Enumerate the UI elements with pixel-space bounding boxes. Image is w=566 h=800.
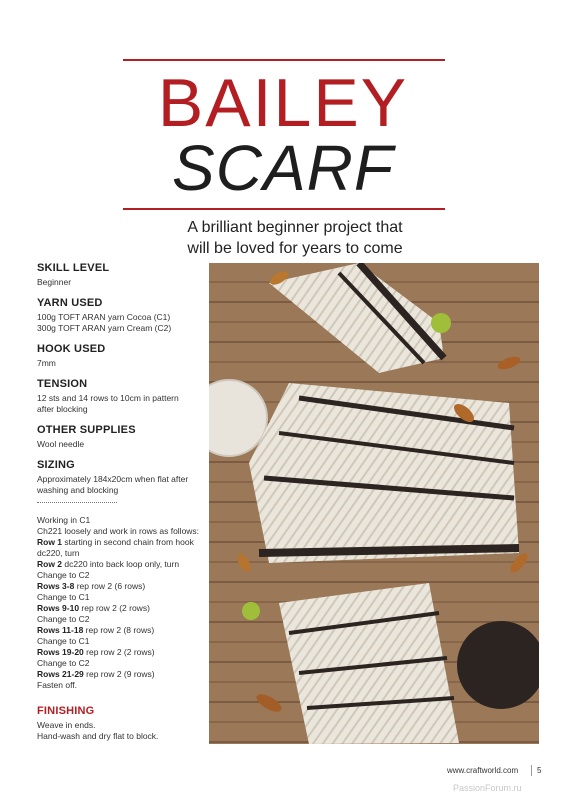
pattern-instructions xyxy=(37,515,202,691)
colour-change: Change to C2 xyxy=(37,614,90,624)
yarn-used-heading: YARN USED xyxy=(37,297,103,309)
rows-9-10 xyxy=(37,603,202,614)
conker-icon xyxy=(242,602,260,620)
row-label: Rows 11-18 xyxy=(37,625,84,635)
finishing-line: Weave in ends. xyxy=(37,720,96,730)
row-1-cont: dc220, turn xyxy=(37,548,80,558)
row-1 xyxy=(37,537,202,548)
row-text: rep row 2 (6 rows) xyxy=(74,581,146,591)
sizing-line: washing and blocking xyxy=(37,485,119,495)
other-supplies-heading: OTHER SUPPLIES xyxy=(37,424,136,436)
hook-used-value: 7mm xyxy=(37,358,56,368)
title-rule-bottom xyxy=(123,208,445,210)
title-bailey: BAILEY xyxy=(157,65,409,141)
tension-value xyxy=(37,393,202,415)
title-scarf: SCARF xyxy=(172,132,394,204)
row-label: Row 1 xyxy=(37,537,63,547)
subtitle xyxy=(150,217,440,259)
fasten-off: Fasten off. xyxy=(37,680,78,690)
row-text: rep row 2 (9 rows) xyxy=(83,669,155,679)
scarf-photo xyxy=(209,263,539,744)
sizing-heading: SIZING xyxy=(37,459,75,471)
scarf-bottom-end xyxy=(279,583,459,744)
rows-21-29 xyxy=(37,669,202,680)
finishing-heading: FINISHING xyxy=(37,705,95,717)
scarf-illustration xyxy=(209,263,539,744)
pattern-details xyxy=(37,262,202,742)
colour-change: Change to C2 xyxy=(37,570,90,580)
row-text: dc220 into back loop only, turn xyxy=(62,559,180,569)
footer-divider xyxy=(531,765,532,776)
colour-change: Change to C1 xyxy=(37,636,90,646)
tension-line: 12 sts and 14 rows to 10cm in pattern xyxy=(37,393,179,403)
row-label: Rows 19-20 xyxy=(37,647,84,657)
scarf-edge-stripe xyxy=(259,548,519,553)
pattern-intro: Working in C1 xyxy=(37,515,91,525)
sizing-value xyxy=(37,474,202,496)
sizing-line: Approximately 184x20cm when flat after xyxy=(37,474,189,484)
pattern-intro: Ch221 loosely and work in rows as follows: xyxy=(37,526,200,536)
rows-3-8 xyxy=(37,581,202,592)
subtitle-line-1: A brilliant beginner project that xyxy=(187,219,403,236)
row-text: starting in second chain from hook xyxy=(62,537,194,547)
skill-level-heading: SKILL LEVEL xyxy=(37,262,110,274)
subtitle-line-2: will be loved for years to come xyxy=(187,240,403,257)
yarn-line: 300g TOFT ARAN yarn Cream (C2) xyxy=(37,323,172,333)
row-2 xyxy=(37,559,202,570)
row-label: Rows 21-29 xyxy=(37,669,84,679)
dotted-divider xyxy=(37,502,117,503)
other-supplies-value: Wool needle xyxy=(37,439,85,449)
row-label: Rows 9-10 xyxy=(37,603,80,613)
row-text: rep row 2 (2 rows) xyxy=(83,647,155,657)
footer-url: www.craftworld.com xyxy=(447,766,519,775)
row-text: rep row 2 (8 rows) xyxy=(83,625,155,635)
title-rule-top xyxy=(123,59,445,61)
colour-change: Change to C1 xyxy=(37,592,90,602)
rows-19-20 xyxy=(37,647,202,658)
rows-11-18 xyxy=(37,625,202,636)
colour-change: Change to C2 xyxy=(37,658,90,668)
finishing-value xyxy=(37,720,202,742)
watermark: PassionForum.ru xyxy=(453,783,522,793)
yarn-line: 100g TOFT ARAN yarn Cocoa (C1) xyxy=(37,312,171,322)
tension-line: after blocking xyxy=(37,404,88,414)
skill-level-value: Beginner xyxy=(37,277,72,287)
row-text: rep row 2 (2 rows) xyxy=(79,603,150,613)
conker-icon xyxy=(431,313,451,333)
row-label: Row 2 xyxy=(37,559,63,569)
yarn-used-value xyxy=(37,312,202,334)
tension-heading: TENSION xyxy=(37,378,88,390)
hook-used-heading: HOOK USED xyxy=(37,343,106,355)
page-number: 5 xyxy=(537,766,542,775)
row-label: Rows 3-8 xyxy=(37,581,75,591)
finishing-line: Hand-wash and dry flat to block. xyxy=(37,731,159,741)
